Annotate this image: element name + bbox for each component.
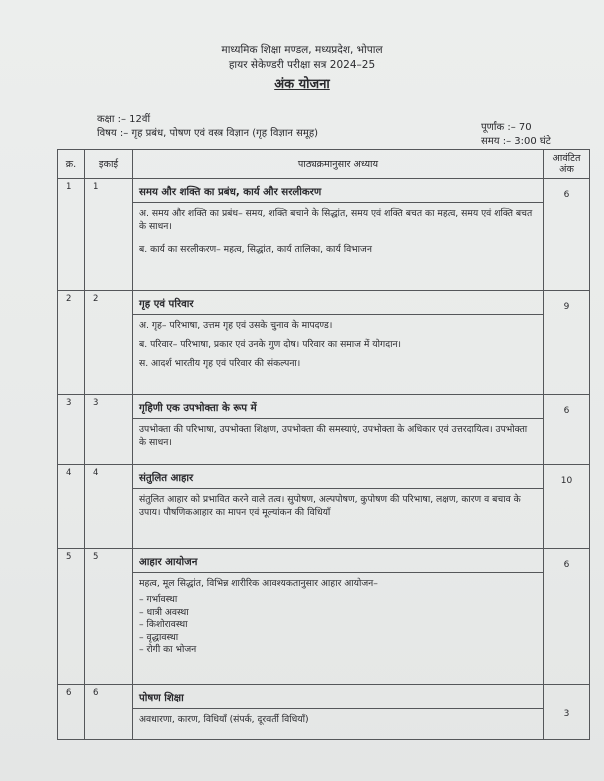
- class-info: कक्षा :– 12वीं: [97, 114, 151, 125]
- list-item: – किशोरावस्था: [139, 619, 188, 630]
- chapter-point: संतुलित आहार को प्रभावित करने वाले तत्व। सुपोषण, अल्पपोषण, कुपोषण की परिभाषा, लक्षण, कारण व बचाव के उपाय। पौषणिकआहार का मापन एवं मूल्यांकन की विधियाँ: [139, 494, 521, 518]
- exam-session: हायर सेकेण्डरी परीक्षा सत्र 2024–25: [228, 59, 376, 71]
- row-sno: 3: [58, 395, 85, 465]
- header-sno: क्र.: [58, 150, 85, 179]
- chapter-point: ब. परिवार– परिभाषा, प्रकार एवं उनके गुण दोष। परिवार का समाज में योगदान।: [139, 339, 402, 350]
- table-header-row: [58, 150, 590, 179]
- row-marks: 6: [544, 179, 590, 291]
- row-sno: 1: [58, 179, 85, 291]
- chapter-point: महत्व, मूल सिद्धांत, विभिन्न शारीरिक आवश्यकतानुसार आहार आयोजन–: [139, 578, 378, 589]
- row-chapter: [133, 465, 544, 549]
- row-chapter: [133, 395, 544, 465]
- table-row: [58, 291, 590, 395]
- chapter-title: संतुलित आहार: [133, 468, 543, 489]
- row-unit: 3: [85, 395, 133, 465]
- board-name: माध्यमिक शिक्षा मण्डल, मध्यप्रदेश, भोपाल: [221, 44, 383, 56]
- chapter-point: अ. समय और शक्ति का प्रबंध– समय, शक्ति बचाने के सिद्धांत, समय एवं शक्ति बचत का महत्व, समय एवं शक्ति बचत के साधन।: [139, 208, 533, 232]
- row-sno: 2: [58, 291, 85, 395]
- subject-info: विषय :– गृह प्रबंध, पोषण एवं वस्त्र विज्ञान (गृह विज्ञान समूह): [97, 128, 319, 139]
- row-sno: 5: [58, 549, 85, 685]
- header-marks-line1: आवंटित: [552, 153, 581, 164]
- row-unit: 4: [85, 465, 133, 549]
- table-row: [58, 685, 590, 740]
- chapter-point: उपभोक्ता की परिभाषा, उपभोक्ता शिक्षण, उपभोक्ता की समस्याएं, उपभोक्ता के अधिकार एवं उत्तरदायित्व। उपभोक्ता के साधन।: [139, 424, 528, 448]
- chapter-point: अ. गृह– परिभाषा, उत्तम गृह एवं उसके चुनाव के मापदण्ड।: [139, 320, 333, 331]
- chapter-point: अवधारणा, कारण, विधियाँ (संपर्क, दूरवर्ती विधियाँ): [139, 714, 309, 725]
- row-unit: 5: [85, 549, 133, 685]
- row-chapter: [133, 179, 544, 291]
- table-row: [58, 179, 590, 291]
- stage-list: [139, 594, 535, 657]
- table-row: [58, 395, 590, 465]
- header-chapter: पाठ्यक्रमानुसार अध्याय: [133, 150, 544, 179]
- chapter-title: गृह एवं परिवार: [133, 294, 543, 315]
- chapter-title: गृहिणी एक उपभोक्ता के रूप में: [133, 398, 543, 419]
- chapter-point: ब. कार्य का सरलीकरण– महत्व, सिद्धांत, कार्य तालिका, कार्य विभाजन: [139, 244, 372, 255]
- row-chapter: [133, 291, 544, 395]
- row-chapter: [133, 685, 544, 740]
- list-item: – रोगी का भोजन: [139, 644, 197, 655]
- document-title: अंक योजना: [274, 77, 330, 92]
- marks-scheme-table: [57, 149, 590, 740]
- table-row: [58, 465, 590, 549]
- row-marks: 6: [544, 395, 590, 465]
- list-item: – वृद्धावस्था: [139, 631, 179, 643]
- chapter-title: समय और शक्ति का प्रबंध, कार्य और सरलीकरण: [133, 182, 543, 203]
- table-row: [58, 549, 590, 685]
- row-unit: 1: [85, 179, 133, 291]
- list-item: – गर्भावस्था: [139, 594, 178, 605]
- header-unit: इकाई: [85, 150, 133, 179]
- chapter-title: आहार आयोजन: [133, 552, 543, 573]
- chapter-point: स. आदर्श भारतीय गृह एवं परिवार की संकल्पना।: [139, 358, 301, 369]
- row-marks: 9: [544, 291, 590, 395]
- row-unit: 2: [85, 291, 133, 395]
- max-marks: पूर्णांक :– 70: [481, 122, 532, 133]
- row-marks: 6: [544, 549, 590, 685]
- row-marks: 3: [544, 685, 590, 740]
- list-item: – धात्री अवस्था: [139, 606, 189, 618]
- header-marks-line2: अंक: [559, 164, 574, 175]
- header-marks: [544, 150, 590, 179]
- chapter-title: पोषण शिक्षा: [133, 688, 543, 709]
- row-sno: 4: [58, 465, 85, 549]
- exam-time: समय :– 3:00 घंटे: [481, 136, 551, 147]
- row-unit: 6: [85, 685, 133, 740]
- row-sno: 6: [58, 685, 85, 740]
- row-marks: 10: [544, 465, 590, 549]
- row-chapter: [133, 549, 544, 685]
